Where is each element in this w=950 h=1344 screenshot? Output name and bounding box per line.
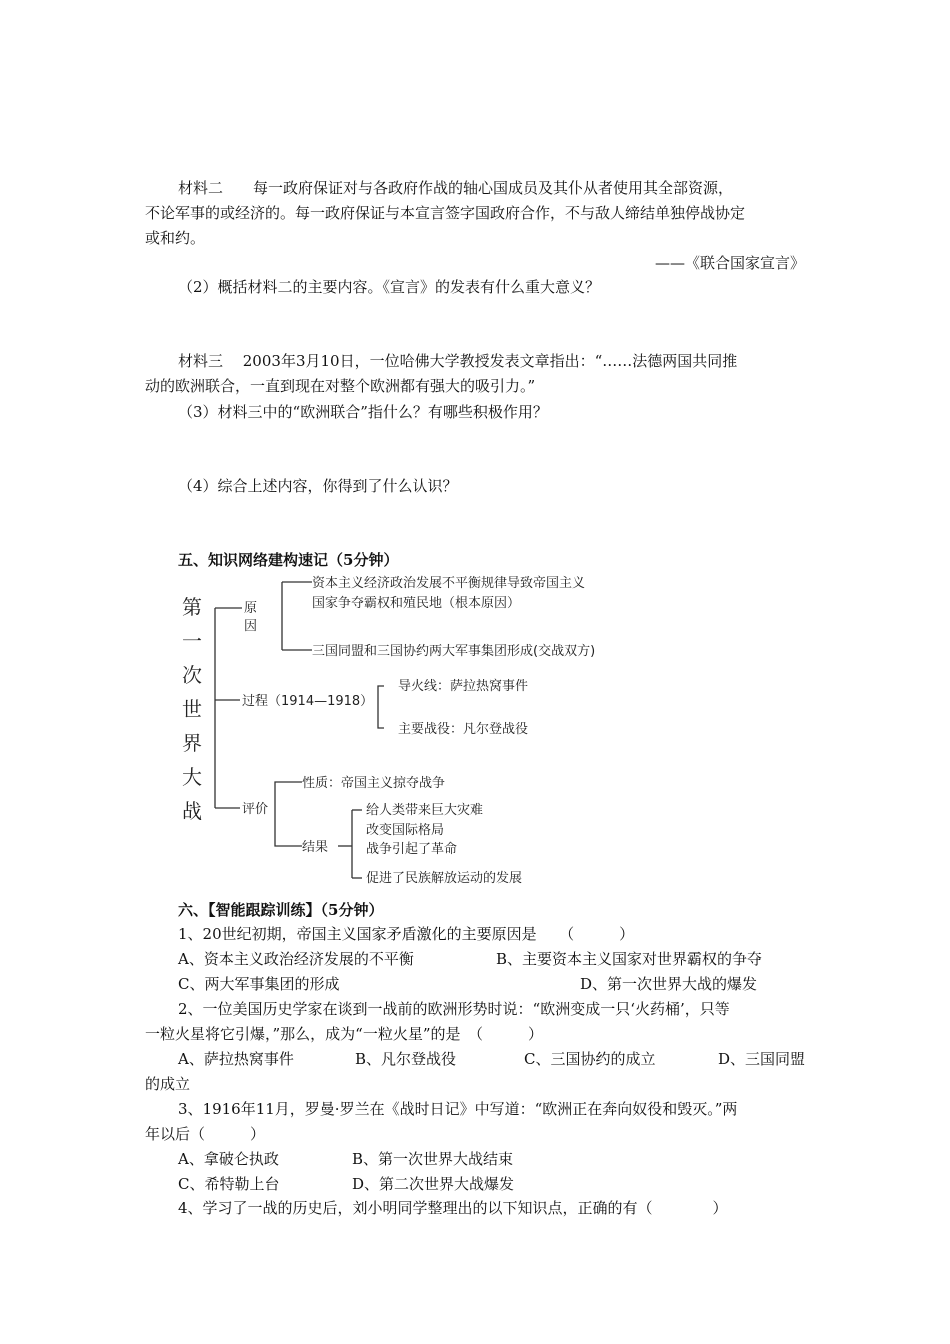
section6-title: 六、【智能跟踪训练】（5分钟） xyxy=(178,901,384,919)
q3-line1: 3、1916年11月，罗曼·罗兰在《战时日记》中写道：“欧洲正在奔向奴役和毁灭。”两 xyxy=(178,1100,738,1118)
q2-option-d-cont: 的成立 xyxy=(145,1075,191,1093)
connector xyxy=(378,686,384,700)
result-2: 改变国际格局 xyxy=(366,823,445,838)
connector xyxy=(275,782,302,808)
nature: 性质：帝国主义掠夺战争 xyxy=(302,776,446,791)
cause-1b: 国家争夺霸权和殖民地（根本原因） xyxy=(312,596,521,611)
material2-line2: 不论军事的或经济的。每一政府保证与本宣言签字国政府合作，不与敌人缔结单独停战协定 xyxy=(145,204,746,222)
q3-option-d: D、第二次世界大战爆发 xyxy=(352,1175,515,1193)
q3-option-a: A、拿破仑执政 xyxy=(178,1150,279,1168)
material3-line1: 材料三 2003年3月10日，一位哈佛大学教授发表文章指出：“……法德两国共同推 xyxy=(178,352,738,370)
result-1: 给人类带来巨大灾难 xyxy=(366,803,484,818)
q3-option-b: B、第一次世界大战结束 xyxy=(352,1150,514,1168)
root-char: 界 xyxy=(182,731,202,755)
q1: 1、20世纪初期，帝国主义国家矛盾激化的主要原因是 （ ） xyxy=(178,925,635,943)
q2-option-c: C、三国协约的成立 xyxy=(524,1050,656,1068)
root-char: 第 xyxy=(182,595,202,619)
material2-source: ——《联合国家宣言》 xyxy=(654,254,805,272)
q4: 4、学习了一战的历史后，刘小明同学整理出的以下知识点，正确的有（ ） xyxy=(178,1199,728,1217)
section5-title: 五、知识网络建构速记（5分钟） xyxy=(178,551,399,569)
root-char: 一 xyxy=(182,629,202,653)
result-4: 促进了民族解放运动的发展 xyxy=(366,871,523,886)
material2-line3: 或和约。 xyxy=(145,229,206,247)
root-char: 战 xyxy=(182,799,202,823)
q2-option-a: A、萨拉热窝事件 xyxy=(178,1050,294,1068)
cause-label: 原 xyxy=(244,601,258,616)
material2-line1: 材料二 每一政府保证对与各政府作战的轴心国成员及其仆从者使用其全部资源， xyxy=(178,179,734,197)
q1-option-b: B、主要资本主义国家对世界霸权的争夺 xyxy=(496,950,763,968)
q2-option-b: B、凡尔登战役 xyxy=(355,1050,457,1068)
q1-option-c: C、两大军事集团的形成 xyxy=(178,975,340,993)
process-2: 主要战役：凡尔登战役 xyxy=(398,722,529,737)
question-2: （2）概括材料二的主要内容。《宣言》的发表有什么重大意义？ xyxy=(178,278,601,296)
q2-line2: 一粒火星将它引爆，”那么，成为“一粒火星”的是 （ ） xyxy=(145,1025,544,1043)
process-label: 过程（1914—1918） xyxy=(242,694,374,709)
root-char: 大 xyxy=(182,765,202,789)
result-3: 战争引起了革命 xyxy=(366,842,458,857)
cause-2: 三国同盟和三国协约两大军事集团形成(交战双方) xyxy=(312,644,596,659)
material3-line2: 动的欧洲联合，一直到现在对整个欧洲都有强大的吸引力。” xyxy=(145,377,536,395)
question-3: （3）材料三中的“欧洲联合”指什么？有哪些积极作用？ xyxy=(178,403,548,421)
connector xyxy=(275,808,302,846)
knowledge-network-diagram xyxy=(170,572,690,892)
result-label: 结果 xyxy=(302,840,329,855)
process-1: 导火线：萨拉热窝事件 xyxy=(398,679,529,694)
root-char: 世 xyxy=(182,697,202,721)
root-char: 次 xyxy=(182,663,202,687)
q1-option-d: D、第一次世界大战的爆发 xyxy=(580,975,758,993)
question-4: （4）综合上述内容，你得到了什么认识？ xyxy=(178,477,458,495)
q1-option-a: A、资本主义政治经济发展的不平衡 xyxy=(178,950,414,968)
cause-label: 因 xyxy=(244,619,258,634)
eval-label: 评价 xyxy=(242,802,269,817)
q2-option-d: D、三国同盟 xyxy=(718,1050,806,1068)
cause-1a: 资本主义经济政治发展不平衡规律导致帝国主义 xyxy=(312,576,586,591)
q2-line1: 2、一位美国历史学家在谈到一战前的欧洲形势时说：“欧洲变成一只‘火药桶’，只等 xyxy=(178,1000,730,1018)
q3-option-c: C、希特勒上台 xyxy=(178,1175,280,1193)
q3-line2: 年以后（ ） xyxy=(145,1125,266,1143)
connector xyxy=(378,700,384,728)
